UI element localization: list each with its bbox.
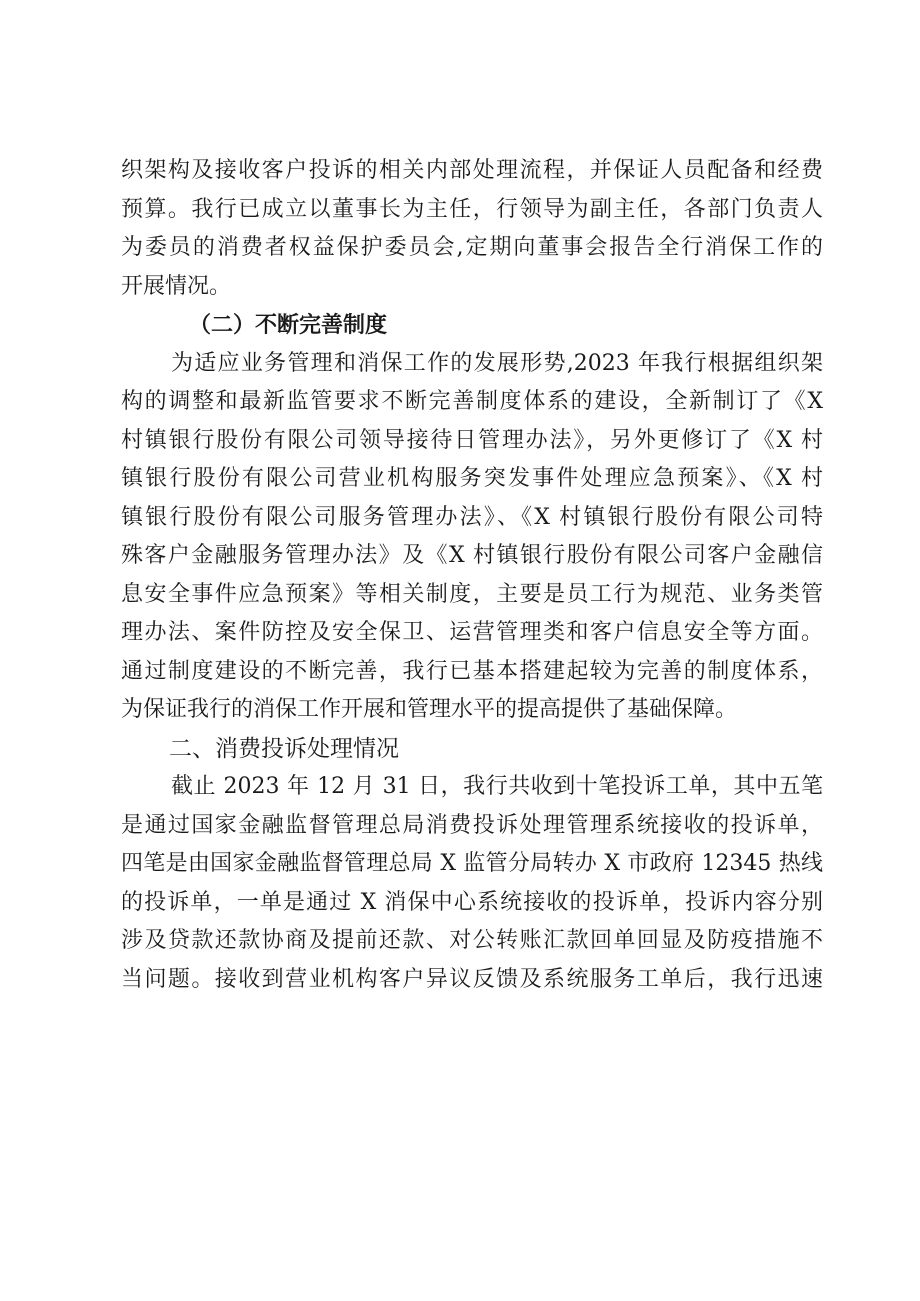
- text-line: 四笔是由国家金融监督管理总局 X 监管分局转办 X 市政府 12345 热线: [121, 851, 823, 876]
- section-heading: 二、消费投诉处理情况: [169, 735, 399, 762]
- text-line: 开展情况。: [121, 273, 232, 299]
- text-line: 是通过国家金融监督管理总局消费投诉处理管理系统接收的投诉单，: [121, 812, 823, 838]
- text-line: 为委员的消费者权益保护委员会,定期向董事会报告全行消保工作的: [121, 235, 823, 260]
- text-line: 村镇银行股份有限公司领导接待日管理办法》，另外更修订了《X 村: [121, 427, 823, 453]
- text-line: 构的调整和最新监管要求不断完善制度体系的建设，全新制订了《X: [121, 389, 823, 414]
- text-line: 涉及贷款还款协商及提前还款、对公转账汇款回单回显及防疫措施不: [121, 928, 823, 953]
- text-line: 织架构及接收客户投诉的相关内部处理流程，并保证人员配备和经费: [121, 158, 823, 183]
- text-line: 镇银行股份有限公司营业机构服务突发事件处理应急预案》、《X 村: [121, 466, 823, 491]
- text-line: 的投诉单，一单是通过 X 消保中心系统接收的投诉单，投诉内容分别: [121, 889, 823, 915]
- text-line: 通过制度建设的不断完善，我行已基本搭建起较为完善的制度体系，: [121, 658, 823, 684]
- section-subheading: （二）不断完善制度: [189, 312, 388, 338]
- text-line: 预算。我行已成立以董事长为主任，行领导为副主任，各部门负责人: [121, 196, 823, 222]
- document-body: [121, 152, 823, 999]
- text-line: 为保证我行的消保工作开展和管理水平的提高提供了基础保障。: [121, 697, 738, 722]
- text-line: 为适应业务管理和消保工作的发展形势,2023 年我行根据组织架: [171, 350, 823, 376]
- text-line: 殊客户金融服务管理办法》及《X 村镇银行股份有限公司客户金融信: [121, 543, 823, 568]
- text-line: 理办法、案件防控及安全保卫、运营管理类和客户信息安全等方面。: [121, 620, 823, 645]
- text-line: 截止 2023 年 12 月 31 日，我行共收到十笔投诉工单，其中五笔: [171, 774, 823, 799]
- text-line: 镇银行股份有限公司服务管理办法》、《X 村镇银行股份有限公司特: [121, 504, 823, 530]
- text-line: 息安全事件应急预案》等相关制度，主要是员工行为规范、业务类管: [121, 581, 823, 607]
- text-line: 当问题。接收到营业机构客户异议反馈及系统服务工单后，我行迅速: [121, 966, 823, 992]
